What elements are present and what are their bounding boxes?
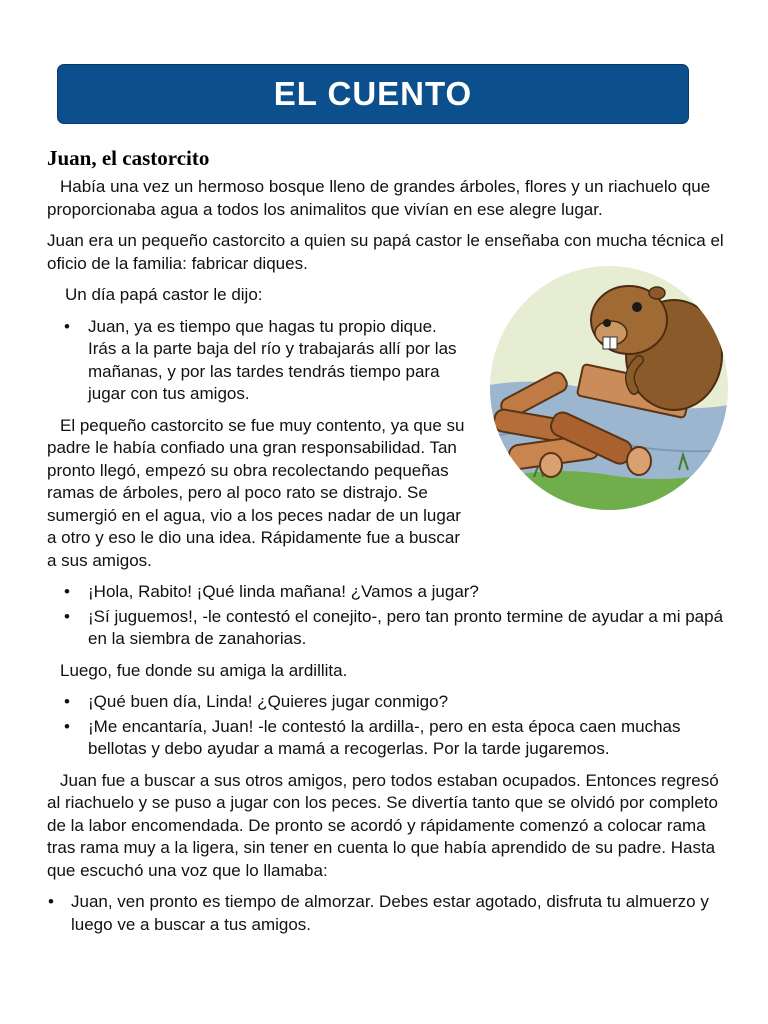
story-title: Juan, el castorcito [47,146,210,170]
dialogue-bullet: • ¡Qué buen día, Linda! ¿Quieres jugar conmigo? [47,691,727,714]
dialogue-list-linda [47,691,727,761]
story-body [47,176,727,945]
dialogue-bullet: • ¡Hola, Rabito! ¡Qué linda mañana! ¿Vamos a jugar? [47,581,727,604]
dialogue-bullet: • Juan, ven pronto es tiempo de almorzar. Debes estar agotado, disfruta tu almuerzo y luego ve a buscar a tus amigos. [47,891,727,936]
paragraph-distraction: El pequeño castorcito se fue muy contento, ya que su padre le había confiado una gran responsabilidad. Tan pronto llegó, empezó su obra recolectando pequeñas ramas de árboles, pero al poco rato se distrajo. Se sumergió en el agua, vio a los peces nadar de un lugar a otro y eso le dio una idea. Rápidamente fue a buscar a sus amigos. [47,415,465,570]
dialogue-list-voice [47,891,727,936]
paragraph-papa: Un día papá castor le dijo: [65,285,263,304]
paragraph-juan: Juan era un pequeño castorcito a quien su papá castor le enseñaba con mucha técnica el oficio de la familia: fabricar diques. [47,231,724,273]
paragraph-ardillita: Luego, fue donde su amiga la ardillita. [60,660,348,680]
dialogue-list-papa [47,316,462,406]
dialogue-list-rabito [47,581,727,651]
dialogue-bullet: • ¡Sí juguemos!, -le contestó el conejito-, pero tan pronto termine de ayudar a mi papá en la siembra de zanahorias. [47,606,727,651]
paragraph-intro: Había una vez un hermoso bosque lleno de grandes árboles, flores y un riachuelo que proporcionaba agua a todos los animalitos que vivían en ese alegre lugar. [47,177,711,219]
paragraph-riachuelo: Juan fue a buscar a sus otros amigos, pero todos estaban ocupados. Entonces regresó al riachuelo y se puso a jugar con los peces. Se divertía tanto que se olvidó por completo de la labor encomendada. De pronto se acordó y rápidamente comenzó a colocar rama tras rama muy a la ligera, sin tener en cuenta lo que había aprendido de su padre. Hasta que escuchó una voz que lo llamaba: [47,770,719,880]
title-banner [57,64,689,124]
dialogue-bullet: • Juan, ya es tiempo que hagas tu propio dique. Irás a la parte baja del río y trabajarás allí por las mañanas, y por las tardes tendrás tiempo para jugar con tus amigos. [47,316,462,406]
dialogue-bullet: • ¡Me encantaría, Juan! -le contestó la ardilla-, pero en esta época caen muchas bellotas y debo ayudar a mamá a recogerlas. Por la tarde jugaremos. [47,716,727,761]
banner-title: EL CUENTO [273,75,473,112]
